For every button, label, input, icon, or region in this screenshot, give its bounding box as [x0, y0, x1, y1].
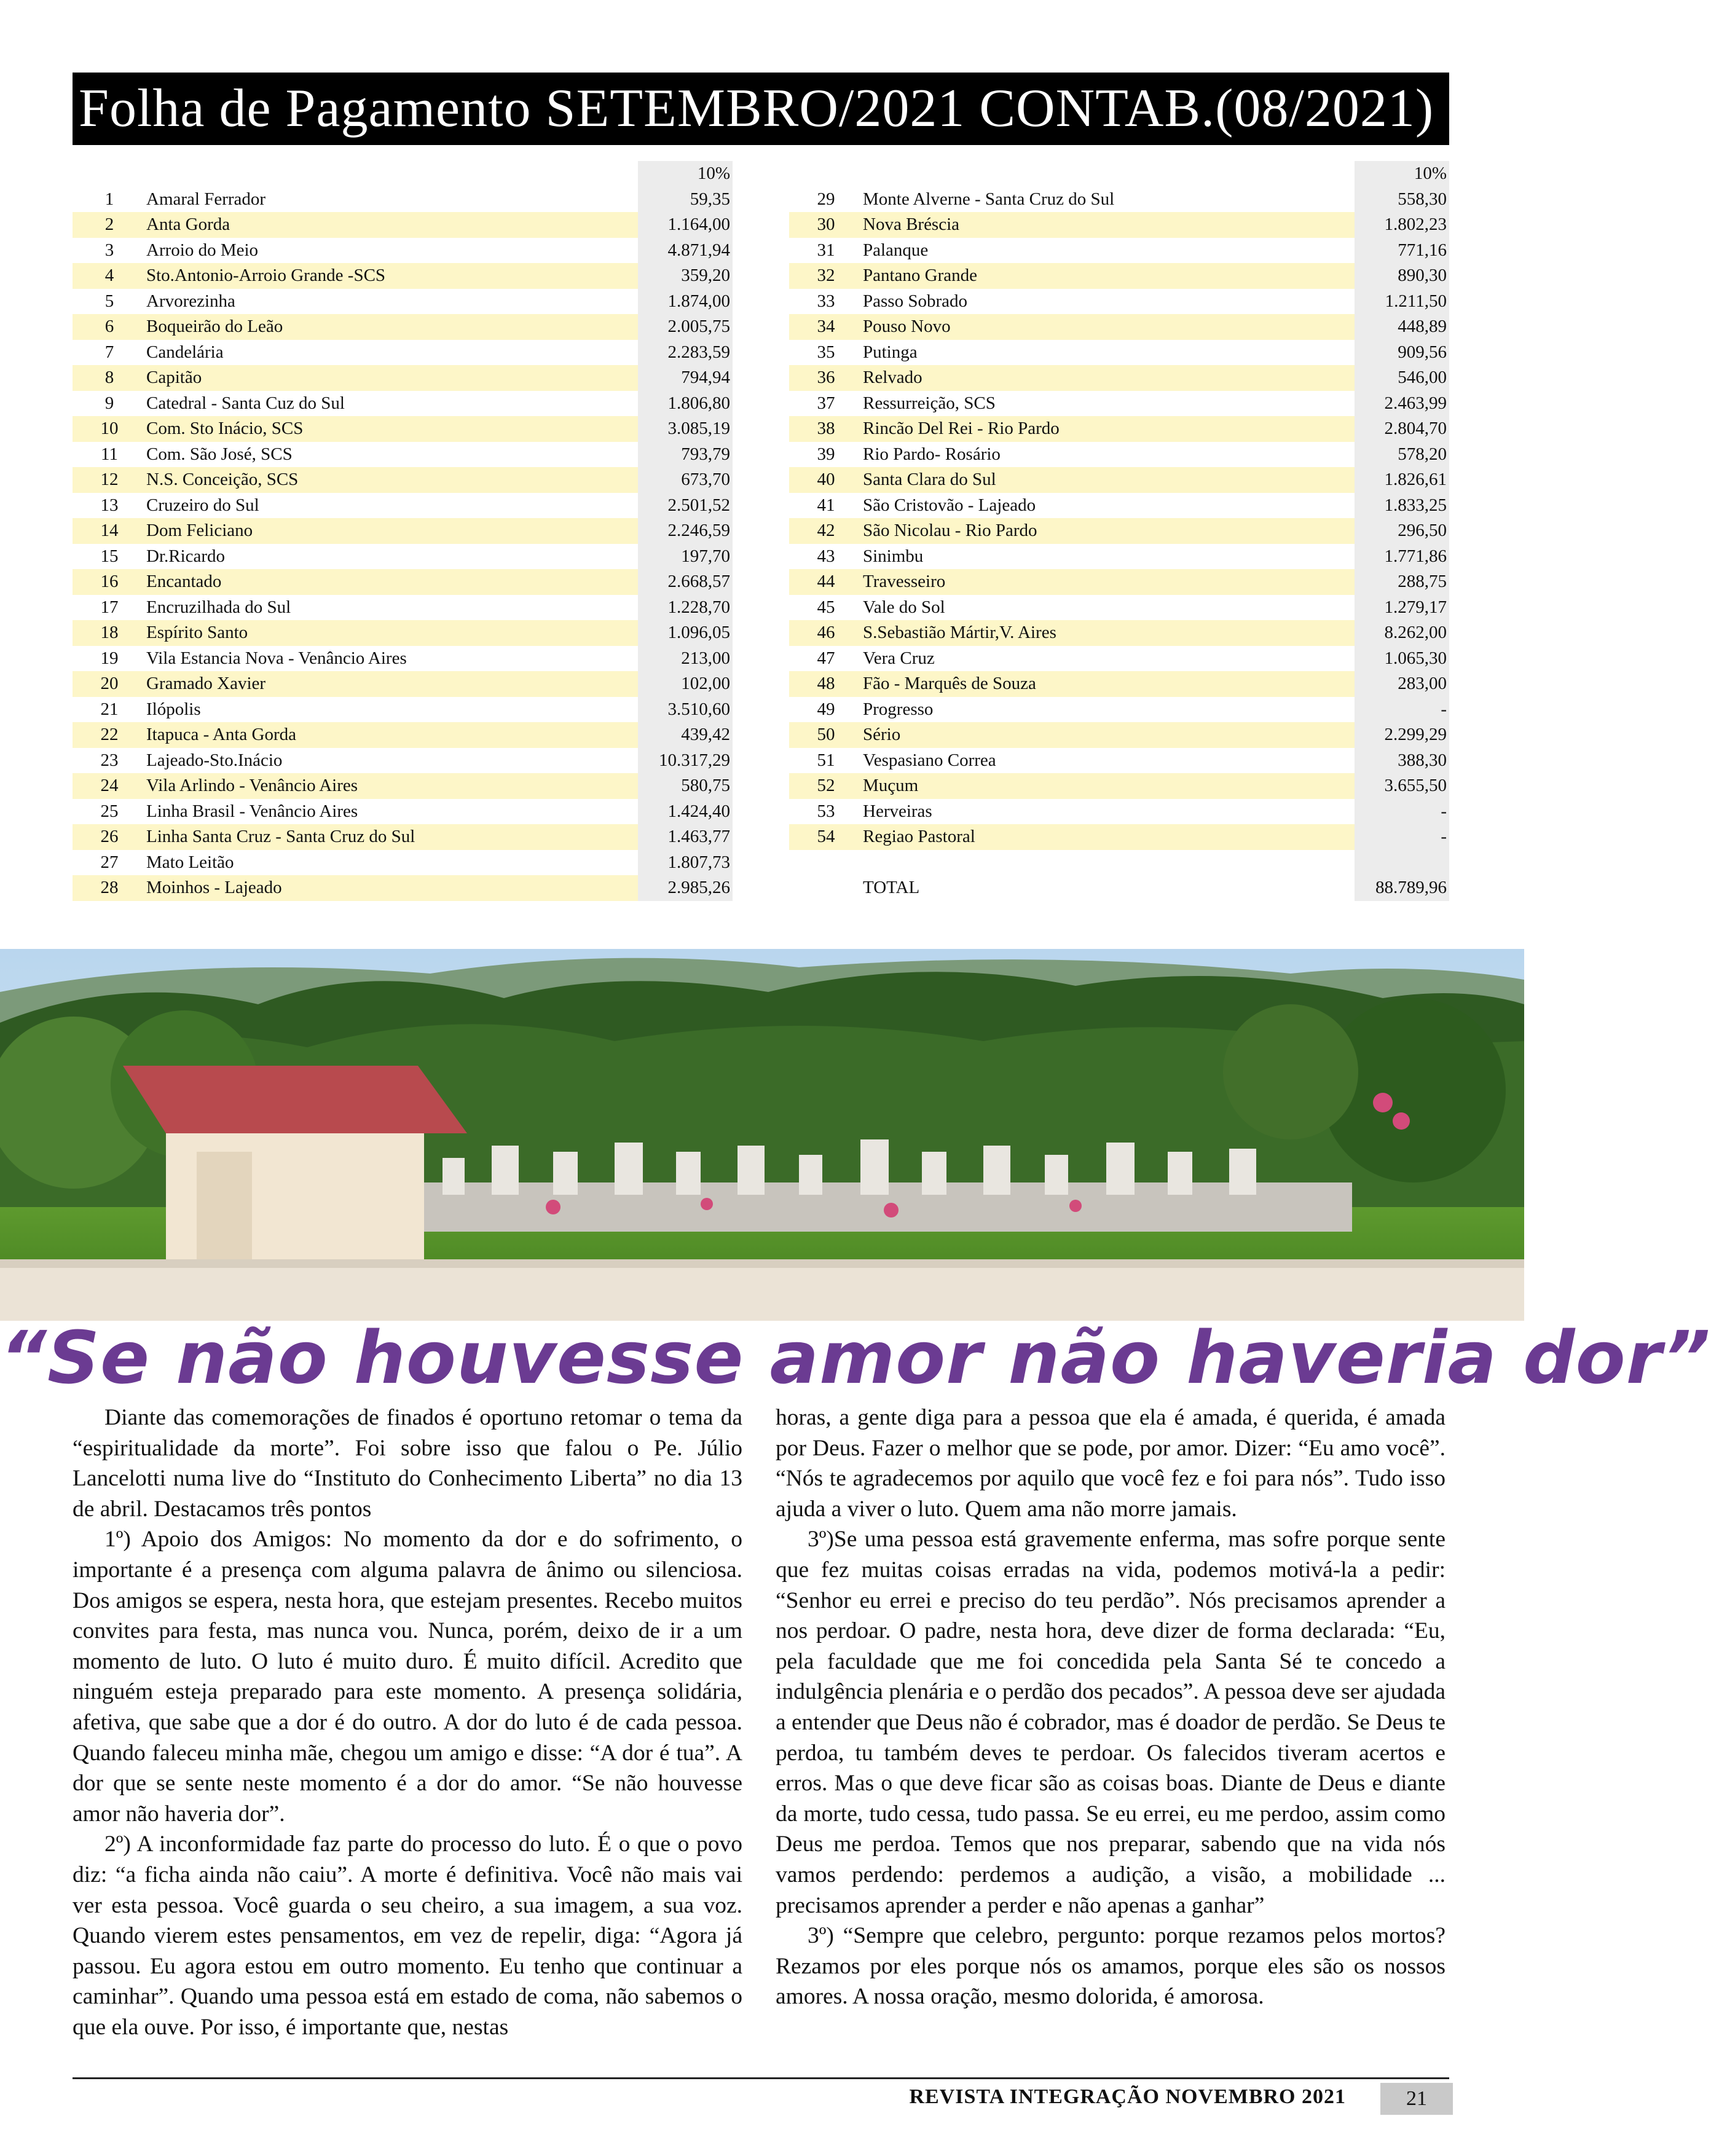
row-number: 15: [100, 546, 119, 566]
banner-title: Folha de Pagamento SETEMBRO/2021 CONTAB.(08/2021): [79, 79, 1434, 138]
table-row: [73, 875, 733, 901]
row-value: 296,50: [1355, 518, 1449, 544]
payroll-table-right: [789, 161, 1449, 901]
parish-name: Regiao Pastoral: [863, 824, 1355, 850]
parish-name: Herveiras: [863, 801, 932, 821]
total-value: 88.789,96: [1355, 875, 1449, 901]
parish-name: Ilópolis: [146, 699, 201, 719]
row-number: 38: [789, 416, 863, 442]
table-row: [789, 595, 1449, 621]
article-column-left: [73, 1403, 742, 2042]
row-number: 44: [789, 569, 863, 595]
row-value: 1.806,80: [638, 391, 733, 417]
row-value: 213,00: [638, 646, 733, 672]
row-number: 5: [104, 291, 114, 311]
parish-name: Travesseiro: [863, 569, 1355, 595]
parish-name: Palanque: [863, 240, 929, 260]
row-number: 16: [73, 569, 146, 595]
row-number: 27: [100, 852, 119, 872]
row-number: 47: [817, 648, 835, 668]
article-paragraph: 3º)Se uma pessoa está gravemente enferma, mas sofre porque sente que fez muitas coisas erradas na vida, podemos motivá-la a pedir: “Senhor eu errei e preciso do teu perdão”. Nós precisamos aprender a nos perdoar. O padre, nesta hora, deve dizer de forma declarada: “Eu, pela faculdade que me foi concedida pela Santa Sé te concedo a indulgência plenária e o perdão dos pecados”. A pessoa deve ser ajudada a entender que Deus não é cobrador, mas é doador de perdão. Se Deus te perdoa, tu também deves te perdoar. Os falecidos tiveram acertos e erros. Mas o que deve ficar são as coisas boas. Diante de Deus e diante da morte, tudo cessa, tudo passa. Se eu errei, eu me perdoo, assim como Deus me perdoa. Temos que nos preparar, sabendo que na vida nós vamos perdendo: perdemos a audição, a visão, a mobilidade ... precisamos aprender a perder e não apenas a ganhar”: [776, 1527, 1446, 1918]
parish-name: Arvorezinha: [146, 291, 235, 311]
table-row: [789, 799, 1449, 825]
row-number: 1: [104, 189, 114, 209]
row-value: 578,20: [1355, 442, 1449, 468]
row-number: 26: [73, 824, 146, 850]
row-number: 48: [789, 671, 863, 697]
row-value: 1.833,25: [1355, 493, 1449, 519]
row-value: 890,30: [1355, 263, 1449, 289]
parish-name: Dr.Ricardo: [146, 546, 226, 566]
row-value: 1.211,50: [1355, 289, 1449, 315]
parish-name: Relvado: [863, 365, 1355, 391]
parish-name: Muçum: [863, 773, 1355, 799]
table-row: [73, 365, 733, 391]
row-value: 2.985,26: [638, 875, 733, 901]
row-value: 59,35: [638, 187, 733, 213]
table-row: [73, 314, 733, 340]
table-row: [73, 518, 733, 544]
row-value: 388,30: [1355, 748, 1449, 774]
table-row: [789, 722, 1449, 748]
parish-name: Putinga: [863, 342, 918, 362]
row-number: 24: [73, 773, 146, 799]
row-number: 45: [817, 597, 835, 617]
table-row: [73, 544, 733, 570]
parish-name: Boqueirão do Leão: [146, 314, 638, 340]
parish-name: Cruzeiro do Sul: [146, 495, 259, 515]
parish-name: Espírito Santo: [146, 620, 638, 646]
table-row: [73, 340, 733, 366]
row-value: 546,00: [1355, 365, 1449, 391]
row-number: 40: [789, 467, 863, 493]
row-value: 439,42: [638, 722, 733, 748]
table-row: [789, 391, 1449, 417]
parish-name: São Cristovão - Lajeado: [863, 495, 1036, 515]
row-value: 1.096,05: [638, 620, 733, 646]
parish-name: Encruzilhada do Sul: [146, 597, 291, 617]
parish-name: Com. São José, SCS: [146, 444, 293, 464]
magazine-name: REVISTA INTEGRAÇÃO NOVEMBRO 2021: [909, 2085, 1346, 2108]
row-number: 31: [817, 240, 835, 260]
parish-name: Vila Estancia Nova - Venâncio Aires: [146, 648, 407, 668]
table-row: [73, 671, 733, 697]
table-row: [73, 391, 733, 417]
parish-name: Fão - Marquês de Souza: [863, 671, 1355, 697]
table-header-row: [73, 161, 733, 187]
row-value: 1.826,61: [1355, 467, 1449, 493]
parish-name: Linha Brasil - Venâncio Aires: [146, 801, 358, 821]
row-value: 283,00: [1355, 671, 1449, 697]
row-number: 4: [73, 263, 146, 289]
row-value: 580,75: [638, 773, 733, 799]
table-row: [789, 238, 1449, 264]
percent-header: 10%: [1355, 161, 1449, 187]
page-banner: [73, 73, 1449, 145]
parish-name: Sério: [863, 722, 1355, 748]
table-header-row: [789, 161, 1449, 187]
row-number: 32: [789, 263, 863, 289]
table-row: [789, 620, 1449, 646]
row-number: 41: [817, 495, 835, 515]
row-value: 2.246,59: [638, 518, 733, 544]
table-row: [73, 799, 733, 825]
parish-name: Monte Alverne - Santa Cruz do Sul: [863, 189, 1115, 209]
table-row: [789, 748, 1449, 774]
row-number: 18: [73, 620, 146, 646]
table-row: [73, 773, 733, 799]
row-number: 37: [817, 393, 835, 413]
row-number: 7: [104, 342, 114, 362]
table-row: [789, 697, 1449, 723]
table-row: [789, 569, 1449, 595]
article-headline: “Se não houvesse amor não haveria dor”: [0, 1315, 1711, 1400]
row-number: 3: [104, 240, 114, 260]
parish-name: N.S. Conceição, SCS: [146, 467, 638, 493]
table-row: [73, 595, 733, 621]
row-number: 36: [789, 365, 863, 391]
row-value: -: [1355, 824, 1449, 850]
parish-name: Nova Bréscia: [863, 212, 1355, 238]
row-number: 49: [817, 699, 835, 719]
row-value: -: [1355, 799, 1449, 825]
row-value: 1.424,40: [638, 799, 733, 825]
row-value: 2.501,52: [638, 493, 733, 519]
table-row: [789, 773, 1449, 799]
article-column-right: [776, 1403, 1446, 2012]
table-row: [73, 569, 733, 595]
row-value: 10.317,29: [638, 748, 733, 774]
row-number: 39: [817, 444, 835, 464]
row-number: 46: [789, 620, 863, 646]
parish-name: Sinimbu: [863, 546, 924, 566]
row-number: 14: [73, 518, 146, 544]
payroll-table-left: [73, 161, 733, 901]
parish-name: Arroio do Meio: [146, 240, 259, 260]
row-value: 558,30: [1355, 187, 1449, 213]
row-number: 29: [817, 189, 835, 209]
table-row: [73, 467, 733, 493]
parish-name: Pouso Novo: [863, 314, 1355, 340]
parish-name: Encantado: [146, 569, 638, 595]
table-row: [789, 646, 1449, 672]
footer-divider: [73, 2077, 1449, 2079]
parish-name: Vera Cruz: [863, 648, 935, 668]
row-value: 2.299,29: [1355, 722, 1449, 748]
row-number: 2: [73, 212, 146, 238]
table-row: [73, 187, 733, 213]
table-row: [73, 824, 733, 850]
parish-name: Amaral Ferrador: [146, 189, 266, 209]
table-row: [73, 748, 733, 774]
table-row: [73, 212, 733, 238]
row-value: 288,75: [1355, 569, 1449, 595]
row-number: 19: [100, 648, 119, 668]
row-number: 53: [817, 801, 835, 821]
table-row: [789, 442, 1449, 468]
parish-name: Passo Sobrado: [863, 291, 967, 311]
row-number: 23: [100, 750, 119, 770]
parish-name: São Nicolau - Rio Pardo: [863, 518, 1355, 544]
row-number: 34: [789, 314, 863, 340]
row-number: 28: [73, 875, 146, 901]
row-value: 1.065,30: [1355, 646, 1449, 672]
table-row: [789, 824, 1449, 850]
row-number: 54: [789, 824, 863, 850]
row-value: 794,94: [638, 365, 733, 391]
row-number: 42: [789, 518, 863, 544]
cemetery-photo: [0, 949, 1524, 1321]
percent-header: 10%: [638, 161, 733, 187]
table-row: [73, 722, 733, 748]
row-value: 1.279,17: [1355, 595, 1449, 621]
parish-name: Catedral - Santa Cuz do Sul: [146, 393, 345, 413]
row-value: 909,56: [1355, 340, 1449, 366]
row-value: 3.655,50: [1355, 773, 1449, 799]
row-number: 22: [73, 722, 146, 748]
row-value: 448,89: [1355, 314, 1449, 340]
parish-name: Progresso: [863, 699, 934, 719]
parish-name: Gramado Xavier: [146, 671, 638, 697]
parish-name: Linha Santa Cruz - Santa Cruz do Sul: [146, 824, 638, 850]
row-number: 17: [100, 597, 119, 617]
row-value: -: [1355, 697, 1449, 723]
parish-name: Santa Clara do Sul: [863, 467, 1355, 493]
parish-name: Moinhos - Lajeado: [146, 875, 638, 901]
parish-name: Vale do Sol: [863, 597, 945, 617]
parish-name: Candelária: [146, 342, 224, 362]
table-row: [789, 416, 1449, 442]
article-paragraph: 2º) A inconformidade faz parte do processo do luto. É o que o povo diz: “a ficha ainda não caiu”. A morte é definitiva. Você não mais vai ver esta pessoa. Você guarda o seu cheiro, a sua imagem, a sua voz. Quando vierem estes pensamentos, em vez de repelir, diga: “Agora já passou. Eu agora estou em outro momento. Eu tenho que continuar a caminhar”. Quando uma pessoa está em estado de coma, não sabemos o que ela ouve. Por isso, é importante que, nestas: [73, 1831, 742, 2040]
row-value: 793,79: [638, 442, 733, 468]
row-number: 25: [100, 801, 119, 821]
article-paragraph: Diante das comemorações de finados é oportuno retomar o tema da “espiritualidade da morte”. Foi sobre isso que falou o Pe. Júlio Lancelotti numa live do “Instituto do Conhecimento Liberta” no dia 13 de abril. Destacamos três pontos: [73, 1405, 742, 1522]
row-value: 1.807,73: [638, 850, 733, 876]
row-value: 1.771,86: [1355, 544, 1449, 570]
table-row: [789, 263, 1449, 289]
row-value: 102,00: [638, 671, 733, 697]
row-value: 771,16: [1355, 238, 1449, 264]
parish-name: Dom Feliciano: [146, 518, 638, 544]
row-value: 3.510,60: [638, 697, 733, 723]
row-number: 10: [73, 416, 146, 442]
table-row: [789, 212, 1449, 238]
row-value: 1.228,70: [638, 595, 733, 621]
row-value: 359,20: [638, 263, 733, 289]
row-number: 43: [817, 546, 835, 566]
table-row: [789, 187, 1449, 213]
row-value: 1.874,00: [638, 289, 733, 315]
row-value: 1.463,77: [638, 824, 733, 850]
row-number: 9: [104, 393, 114, 413]
row-value: 2.283,59: [638, 340, 733, 366]
parish-name: Vespasiano Correa: [863, 750, 996, 770]
table-row: [789, 493, 1449, 519]
table-row: [789, 340, 1449, 366]
parish-name: Pantano Grande: [863, 263, 1355, 289]
article-paragraph: 1º) Apoio dos Amigos: No momento da dor e do sofrimento, o importante é a presença com alguma palavra de ânimo ou silenciosa. Dos amigos se espera, nesta hora, que estejam presentes. Recebo muitos convites para festa, mas nunca vou. Nunca, porém, deixo de ir a um momento de luto. O luto é muito duro. É muito difícil. Acredito que ninguém esteja preparado para este momento. A presença solidária, afetiva, que sabe que a dor é do outro. A dor do luto é de cada pessoa. Quando faleceu minha mãe, chegou um amigo e disse: “A dor é tua”. A dor que se sente neste momento é a dor do amor. “Se não houvesse amor não haveria dor”.: [73, 1527, 742, 1827]
row-number: 8: [73, 365, 146, 391]
row-value: 197,70: [638, 544, 733, 570]
table-row: [789, 544, 1449, 570]
parish-name: Rincão Del Rei - Rio Pardo: [863, 416, 1355, 442]
table-row: [73, 416, 733, 442]
row-value: 2.005,75: [638, 314, 733, 340]
parish-name: Mato Leitão: [146, 852, 234, 872]
row-value: 8.262,00: [1355, 620, 1449, 646]
parish-name: Itapuca - Anta Gorda: [146, 722, 638, 748]
table-row: [73, 620, 733, 646]
page-number: 21: [1380, 2083, 1453, 2115]
row-value: 2.668,57: [638, 569, 733, 595]
row-value: 1.802,23: [1355, 212, 1449, 238]
row-number: 33: [817, 291, 835, 311]
cemetery-photo-illustration: [0, 949, 1524, 1321]
row-value: 4.871,94: [638, 238, 733, 264]
table-row: [73, 289, 733, 315]
parish-name: Ressurreição, SCS: [863, 393, 996, 413]
table-row: [73, 697, 733, 723]
table-row: [73, 263, 733, 289]
row-number: 13: [100, 495, 119, 515]
parish-name: Lajeado-Sto.Inácio: [146, 750, 283, 770]
parish-name: Anta Gorda: [146, 212, 638, 238]
article-paragraph: 3º) “Sempre que celebro, pergunto: porque rezamos pelos mortos? Rezamos por eles porque nós os amamos, porque eles são os nossos amores. A nossa oração, mesmo dolorida, é amorosa.: [776, 1923, 1446, 2010]
parish-name: Sto.Antonio-Arroio Grande -SCS: [146, 263, 638, 289]
table-row: [73, 493, 733, 519]
row-value: 673,70: [638, 467, 733, 493]
table-row: [789, 671, 1449, 697]
table-row: [789, 365, 1449, 391]
parish-name: Rio Pardo- Rosário: [863, 444, 1001, 464]
table-row: [73, 646, 733, 672]
row-value: 2.804,70: [1355, 416, 1449, 442]
row-value: 2.463,99: [1355, 391, 1449, 417]
table-row: [789, 289, 1449, 315]
row-number: 21: [100, 699, 119, 719]
table-row: [789, 314, 1449, 340]
article-paragraph: horas, a gente diga para a pessoa que ela é amada, é querida, é amada por Deus. Fazer o melhor que se pode, por amor. Dizer: “Eu amo você”. “Nós te agradecemos por aquilo que você fez e foi para nós”. Tudo isso ajuda a viver o luto. Quem ama não morre jamais.: [776, 1405, 1446, 1522]
row-number: 51: [817, 750, 835, 770]
row-number: 12: [73, 467, 146, 493]
row-number: 20: [73, 671, 146, 697]
table-row: [73, 238, 733, 264]
parish-name: Capitão: [146, 365, 638, 391]
parish-name: Com. Sto Inácio, SCS: [146, 416, 638, 442]
table-spacer-row: [789, 850, 1449, 876]
row-number: 50: [789, 722, 863, 748]
table-row: [789, 518, 1449, 544]
table-row: [789, 467, 1449, 493]
row-value: 1.164,00: [638, 212, 733, 238]
table-row: [73, 850, 733, 876]
row-value: 3.085,19: [638, 416, 733, 442]
row-number: 30: [789, 212, 863, 238]
table-row: [73, 442, 733, 468]
total-label: TOTAL: [863, 878, 920, 897]
row-number: 35: [817, 342, 835, 362]
parish-name: S.Sebastião Mártir,V. Aires: [863, 620, 1355, 646]
row-number: 6: [73, 314, 146, 340]
parish-name: Vila Arlindo - Venâncio Aires: [146, 773, 638, 799]
row-number: 52: [789, 773, 863, 799]
row-number: 11: [101, 444, 118, 464]
total-row: [789, 875, 1449, 901]
